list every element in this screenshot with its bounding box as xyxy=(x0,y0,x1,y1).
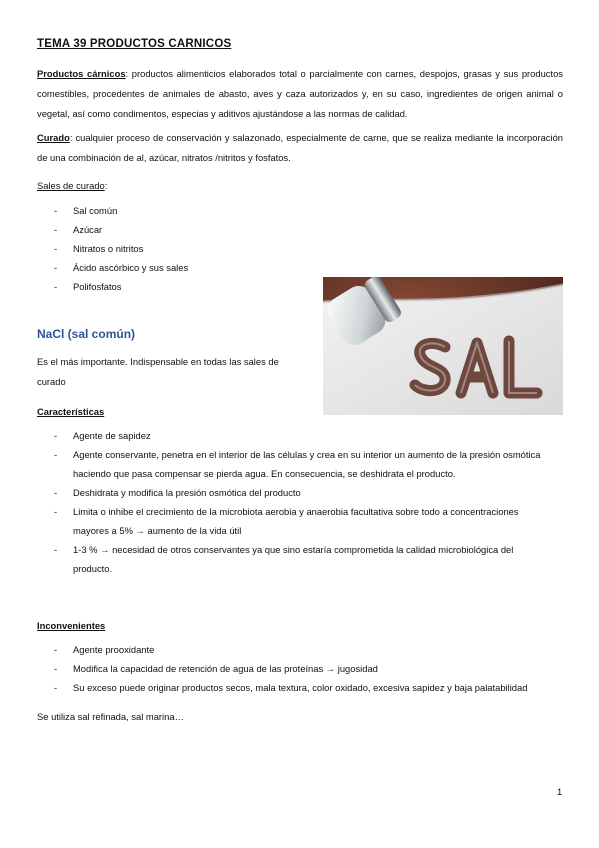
salt-image xyxy=(323,277,563,415)
inconvenientes-heading-row xyxy=(37,616,105,634)
list-item: - Agente prooxidante xyxy=(37,640,577,659)
page-title: TEMA 39 PRODUCTOS CARNICOS xyxy=(37,38,232,50)
caracteristicas-heading: Características xyxy=(37,406,105,417)
salt-photo xyxy=(323,277,563,415)
caracteristicas-list xyxy=(37,426,551,578)
sales-label-row xyxy=(37,176,107,194)
nacl-paragraph: Es el más importante. Indispensable en todas las sales de curado xyxy=(37,356,279,387)
nacl-heading: NaCl (sal común) xyxy=(37,327,136,341)
page-number: 1 xyxy=(557,786,563,797)
curado-paragraph xyxy=(37,128,563,168)
curado-term: Curado xyxy=(37,132,70,143)
list-item: - Azúcar xyxy=(37,220,317,239)
list-item: - Sal común xyxy=(37,201,317,220)
curado-text: : cualquier proceso de conservación y salazonado, especialmente de carne, que se realiza mediante la incorporación de una combinación de al, azúcar, nitratos /nitritos y fosfatos. xyxy=(37,132,563,163)
list-item: - 1-3 % → necesidad de otros conservantes ya que sino estaría comprometida la calidad microbiológica del producto. xyxy=(37,540,551,578)
list-item: - Ácido ascórbico y sus sales xyxy=(37,258,317,277)
intro-paragraph xyxy=(37,64,563,124)
inconvenientes-list xyxy=(37,640,577,697)
list-item: - Deshidrata y modifica la presión osmótica del producto xyxy=(37,483,551,502)
intro-term: Productos cárnicos xyxy=(37,68,126,79)
closing-paragraph: Se utiliza sal refinada, sal marina… xyxy=(37,711,184,722)
inconvenientes-heading: Inconvenientes xyxy=(37,620,106,631)
list-item: - Polifosfatos xyxy=(37,277,317,296)
list-item: - Limita o inhibe el crecimiento de la microbiota aerobia y anaerobia facultativa sobre todo a concentraciones mayores a 5% → aumento de la vida útil xyxy=(37,502,551,540)
sales-label: Sales de curado xyxy=(37,180,105,191)
list-item: - Agente conservante, penetra en el interior de las células y crea en su interior un aumento de la presión osmótica haciendo que pasa compensar se pierda agua. En consecuencia, se deshidrata el producto. xyxy=(37,445,551,483)
caracteristicas-heading-row xyxy=(37,402,104,420)
list-item: - Modifica la capacidad de retención de agua de las proteínas → jugosidad xyxy=(37,659,577,678)
list-item: - Su exceso puede originar productos secos, mala textura, color oxidado, excesiva sapidez y baja palatabilidad xyxy=(37,678,577,697)
intro-text: : productos alimenticios elaborados total o parcialmente con carnes, despojos, grasas y sus productos comestibles, procedentes de animales de abasto, aves y caza autorizados y, en su caso, ingredientes de origen animal o vegetal, así como condimentos, especias y aditivos ajustándose a las normas de calidad. xyxy=(37,68,563,119)
list-item: - Agente de sapidez xyxy=(37,426,551,445)
list-item: - Nitratos o nitritos xyxy=(37,239,317,258)
sales-list xyxy=(37,201,317,296)
sales-label-colon: : xyxy=(104,180,108,191)
